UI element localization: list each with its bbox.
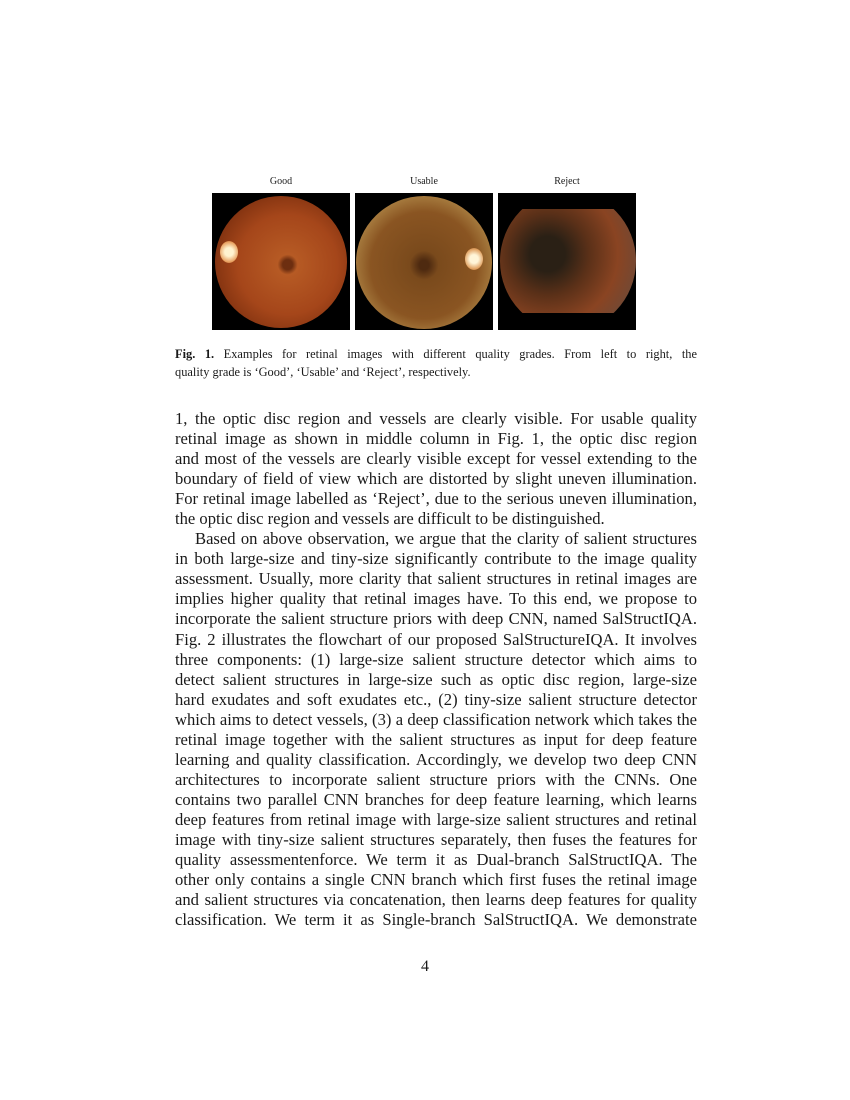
caption-line: Examples for retinal images with different quality grades. From left to right, the xyxy=(214,347,698,361)
figure-label-reject: Reject xyxy=(554,176,580,187)
body-line: architectures to incorporate salient structure priors with the CNNs. One xyxy=(175,769,697,789)
body-line: learning and quality classification. Accordingly, we develop two deep CNN xyxy=(175,749,697,769)
retinal-image-usable xyxy=(355,193,493,330)
body-line: Fig. 2 illustrates the flowchart of our proposed SalStructureIQA. It involves xyxy=(175,629,697,649)
body-line: and salient structures via concatenation, then learns deep features for quality xyxy=(175,890,697,910)
body-line: For retinal image labelled as ‘Reject’, due to the serious uneven illumination, xyxy=(175,489,697,509)
body-line: retinal image as shown in middle column in Fig. 1, the optic disc region xyxy=(175,429,697,449)
body-line: three components: (1) large-size salient structure detector which aims to xyxy=(175,649,697,669)
body-line: hard exudates and soft exudates etc., (2) tiny-size salient structure detector xyxy=(175,689,697,709)
body-line: classification. We term it as Single-branch SalStructIQA. We demonstrate xyxy=(175,910,697,930)
figure-label-good: Good xyxy=(269,176,293,187)
figure-label-usable: Usable xyxy=(410,176,438,187)
body-line: boundary of field of view which are distorted by slight uneven illumination. xyxy=(175,469,697,489)
page-number: 4 xyxy=(421,958,429,975)
caption-label: Fig. 1. xyxy=(175,347,215,361)
body-line: detect salient structures in large-size such as optic disc region, large-size xyxy=(175,669,697,689)
body-line: which aims to detect vessels, (3) a deep classification network which takes the xyxy=(175,709,697,729)
caption-line: quality grade is ‘Good’, ‘Usable’ and ‘Reject’, respectively. xyxy=(175,365,471,379)
body-line: and most of the vessels are clearly visible except for vessel extending to the xyxy=(175,449,697,469)
body-line: implies higher quality that retinal images have. To this end, we propose to xyxy=(175,589,697,609)
body-text xyxy=(175,409,697,930)
body-line: other only contains a single CNN branch which first fuses the retinal image xyxy=(175,870,697,890)
body-line: in both large-size and tiny-size significantly contribute to the image quality xyxy=(175,549,697,569)
body-line: the optic disc region and vessels are difficult to be distinguished. xyxy=(175,509,605,529)
body-line: image with tiny-size salient structures separately, then fuses the features for xyxy=(175,829,697,849)
figure-caption xyxy=(175,345,697,381)
body-line: deep features from retinal image with large-size salient structures and retinal xyxy=(175,809,697,829)
body-line: Based on above observation, we argue that the clarity of salient structures xyxy=(195,529,697,549)
body-line: contains two parallel CNN branches for deep feature learning, which learns xyxy=(175,789,697,809)
retinal-image-reject xyxy=(498,193,636,330)
body-line: quality assessmentenforce. We term it as Dual-branch SalStructIQA. The xyxy=(175,850,697,870)
body-line: assessment. Usually, more clarity that salient structures in retinal images are xyxy=(175,569,697,589)
body-line: 1, the optic disc region and vessels are clearly visible. For usable quality xyxy=(175,409,697,428)
body-line: incorporate the salient structure priors with deep CNN, named SalStructIQA. xyxy=(175,609,697,629)
body-line: retinal image together with the salient structures as input for deep feature xyxy=(175,729,697,749)
retinal-image-good xyxy=(212,193,350,330)
